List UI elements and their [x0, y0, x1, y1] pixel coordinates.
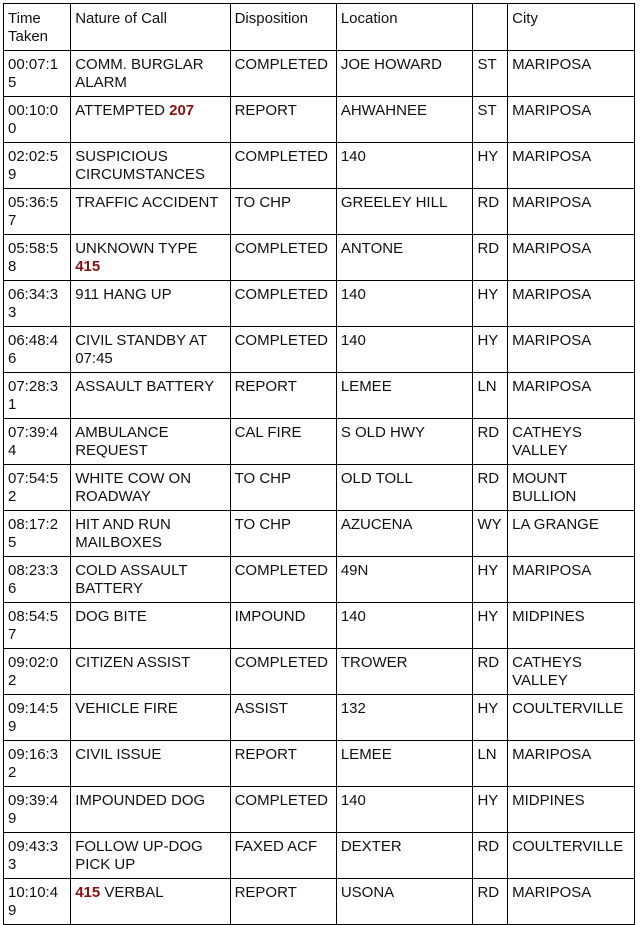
time-cell: 07:39:44: [4, 419, 71, 465]
time-cell: 06:48:46: [4, 327, 71, 373]
suffix-cell: RD: [473, 649, 508, 695]
table-row: [4, 51, 635, 97]
call-log-table: [3, 3, 635, 925]
table-row: [4, 327, 635, 373]
time-cell: 09:16:32: [4, 741, 71, 787]
header-city: City: [508, 4, 635, 51]
penal-code: 207: [169, 102, 195, 119]
city-cell: MARIPOSA: [508, 879, 635, 925]
location-cell: LEMEE: [336, 741, 473, 787]
disposition-cell: COMPLETED: [230, 281, 336, 327]
disposition-cell: COMPLETED: [230, 649, 336, 695]
nature-text: CITIZEN ASSIST: [75, 654, 191, 671]
time-cell: 00:10:00: [4, 97, 71, 143]
city-cell: MIDPINES: [508, 787, 635, 833]
nature-cell: [71, 235, 230, 281]
location-cell: 140: [336, 143, 473, 189]
time-cell: 08:17:25: [4, 511, 71, 557]
location-cell: AZUCENA: [336, 511, 473, 557]
table-row: [4, 557, 635, 603]
header-suffix: [473, 4, 508, 51]
suffix-cell: LN: [473, 741, 508, 787]
suffix-cell: LN: [473, 373, 508, 419]
nature-cell: [71, 465, 230, 511]
city-cell: COULTERVILLE: [508, 833, 635, 879]
location-cell: 132: [336, 695, 473, 741]
nature-text: CIVIL STANDBY AT 07:45: [75, 332, 207, 367]
disposition-cell: IMPOUND: [230, 603, 336, 649]
time-cell: 09:02:02: [4, 649, 71, 695]
nature-text: CIVIL ISSUE: [75, 746, 162, 763]
disposition-cell: REPORT: [230, 373, 336, 419]
suffix-cell: HY: [473, 787, 508, 833]
city-cell: MARIPOSA: [508, 97, 635, 143]
header-row: [4, 4, 635, 51]
time-cell: 07:28:31: [4, 373, 71, 419]
nature-text: UNKNOWN TYPE: [75, 240, 198, 257]
time-cell: 07:54:52: [4, 465, 71, 511]
disposition-cell: COMPLETED: [230, 327, 336, 373]
table-row: [4, 373, 635, 419]
disposition-cell: TO CHP: [230, 189, 336, 235]
time-cell: 06:34:33: [4, 281, 71, 327]
disposition-cell: COMPLETED: [230, 51, 336, 97]
city-cell: MOUNT BULLION: [508, 465, 635, 511]
time-cell: 02:02:59: [4, 143, 71, 189]
location-cell: S OLD HWY: [336, 419, 473, 465]
nature-cell: [71, 603, 230, 649]
location-cell: DEXTER: [336, 833, 473, 879]
time-cell: 09:39:49: [4, 787, 71, 833]
nature-cell: [71, 327, 230, 373]
location-cell: OLD TOLL: [336, 465, 473, 511]
suffix-cell: RD: [473, 465, 508, 511]
nature-cell: [71, 373, 230, 419]
time-cell: 09:14:59: [4, 695, 71, 741]
city-cell: CATHEYS VALLEY: [508, 649, 635, 695]
table-row: [4, 879, 635, 925]
nature-text: TRAFFIC ACCIDENT: [75, 194, 219, 211]
suffix-cell: RD: [473, 833, 508, 879]
header-time: Time Taken: [4, 4, 71, 51]
table-row: [4, 603, 635, 649]
nature-cell: [71, 649, 230, 695]
suffix-cell: ST: [473, 97, 508, 143]
location-cell: TROWER: [336, 649, 473, 695]
disposition-cell: COMPLETED: [230, 143, 336, 189]
disposition-cell: TO CHP: [230, 465, 336, 511]
nature-text: FOLLOW UP-DOG PICK UP: [75, 838, 203, 873]
nature-text: COLD ASSAULT BATTERY: [75, 562, 188, 597]
call-log: [3, 3, 635, 925]
nature-cell: [71, 557, 230, 603]
suffix-cell: HY: [473, 327, 508, 373]
nature-text: VERBAL: [100, 884, 164, 901]
city-cell: MARIPOSA: [508, 189, 635, 235]
nature-cell: [71, 511, 230, 557]
location-cell: LEMEE: [336, 373, 473, 419]
disposition-cell: CAL FIRE: [230, 419, 336, 465]
city-cell: LA GRANGE: [508, 511, 635, 557]
nature-cell: [71, 97, 230, 143]
disposition-cell: ASSIST: [230, 695, 336, 741]
location-cell: 140: [336, 603, 473, 649]
city-cell: MARIPOSA: [508, 281, 635, 327]
disposition-cell: REPORT: [230, 97, 336, 143]
city-cell: MARIPOSA: [508, 51, 635, 97]
table-row: [4, 419, 635, 465]
disposition-cell: REPORT: [230, 741, 336, 787]
table-row: [4, 465, 635, 511]
table-row: [4, 833, 635, 879]
city-cell: MARIPOSA: [508, 557, 635, 603]
table-row: [4, 281, 635, 327]
location-cell: USONA: [336, 879, 473, 925]
table-body: [4, 51, 635, 925]
table-row: [4, 97, 635, 143]
table-row: [4, 695, 635, 741]
penal-code: 415: [75, 884, 101, 901]
disposition-cell: COMPLETED: [230, 557, 336, 603]
nature-text: COMM. BURGLAR ALARM: [75, 56, 204, 91]
disposition-cell: COMPLETED: [230, 787, 336, 833]
suffix-cell: RD: [473, 189, 508, 235]
location-cell: 49N: [336, 557, 473, 603]
nature-cell: [71, 833, 230, 879]
suffix-cell: HY: [473, 695, 508, 741]
nature-cell: [71, 695, 230, 741]
header-location: Location: [336, 4, 473, 51]
suffix-cell: HY: [473, 603, 508, 649]
table-row: [4, 511, 635, 557]
nature-text: AMBULANCE REQUEST: [75, 424, 169, 459]
location-cell: 140: [336, 281, 473, 327]
nature-text: HIT AND RUN MAILBOXES: [75, 516, 171, 551]
disposition-cell: TO CHP: [230, 511, 336, 557]
nature-cell: [71, 741, 230, 787]
suffix-cell: HY: [473, 281, 508, 327]
table-row: [4, 143, 635, 189]
location-cell: 140: [336, 787, 473, 833]
suffix-cell: WY: [473, 511, 508, 557]
time-cell: 09:43:33: [4, 833, 71, 879]
nature-cell: [71, 419, 230, 465]
city-cell: MARIPOSA: [508, 235, 635, 281]
nature-cell: [71, 281, 230, 327]
disposition-cell: FAXED ACF: [230, 833, 336, 879]
disposition-cell: REPORT: [230, 879, 336, 925]
location-cell: 140: [336, 327, 473, 373]
penal-code: 415: [75, 258, 101, 275]
table-row: [4, 189, 635, 235]
city-cell: MARIPOSA: [508, 741, 635, 787]
time-cell: 05:36:57: [4, 189, 71, 235]
nature-text: WHITE COW ON ROADWAY: [75, 470, 192, 505]
time-cell: 08:23:36: [4, 557, 71, 603]
city-cell: MARIPOSA: [508, 327, 635, 373]
nature-cell: [71, 189, 230, 235]
location-cell: AHWAHNEE: [336, 97, 473, 143]
nature-text: ATTEMPTED: [75, 102, 170, 119]
nature-text: SUSPICIOUS CIRCUMSTANCES: [75, 148, 205, 183]
nature-text: IMPOUNDED DOG: [75, 792, 206, 809]
header-nature: Nature of Call: [71, 4, 230, 51]
table-row: [4, 235, 635, 281]
city-cell: MARIPOSA: [508, 373, 635, 419]
suffix-cell: RD: [473, 879, 508, 925]
time-cell: 08:54:57: [4, 603, 71, 649]
suffix-cell: RD: [473, 419, 508, 465]
city-cell: MIDPINES: [508, 603, 635, 649]
nature-text: VEHICLE FIRE: [75, 700, 178, 717]
table-row: [4, 741, 635, 787]
nature-text: 911 HANG UP: [75, 286, 172, 303]
location-cell: ANTONE: [336, 235, 473, 281]
suffix-cell: HY: [473, 557, 508, 603]
time-cell: 05:58:58: [4, 235, 71, 281]
disposition-cell: COMPLETED: [230, 235, 336, 281]
nature-cell: [71, 51, 230, 97]
nature-cell: [71, 143, 230, 189]
city-cell: COULTERVILLE: [508, 695, 635, 741]
location-cell: GREELEY HILL: [336, 189, 473, 235]
header-disposition: Disposition: [230, 4, 336, 51]
suffix-cell: ST: [473, 51, 508, 97]
time-cell: 00:07:15: [4, 51, 71, 97]
nature-text: DOG BITE: [75, 608, 147, 625]
location-cell: JOE HOWARD: [336, 51, 473, 97]
city-cell: CATHEYS VALLEY: [508, 419, 635, 465]
nature-text: ASSAULT BATTERY: [75, 378, 215, 395]
table-row: [4, 649, 635, 695]
nature-cell: [71, 879, 230, 925]
suffix-cell: HY: [473, 143, 508, 189]
city-cell: MARIPOSA: [508, 143, 635, 189]
time-cell: 10:10:49: [4, 879, 71, 925]
suffix-cell: RD: [473, 235, 508, 281]
